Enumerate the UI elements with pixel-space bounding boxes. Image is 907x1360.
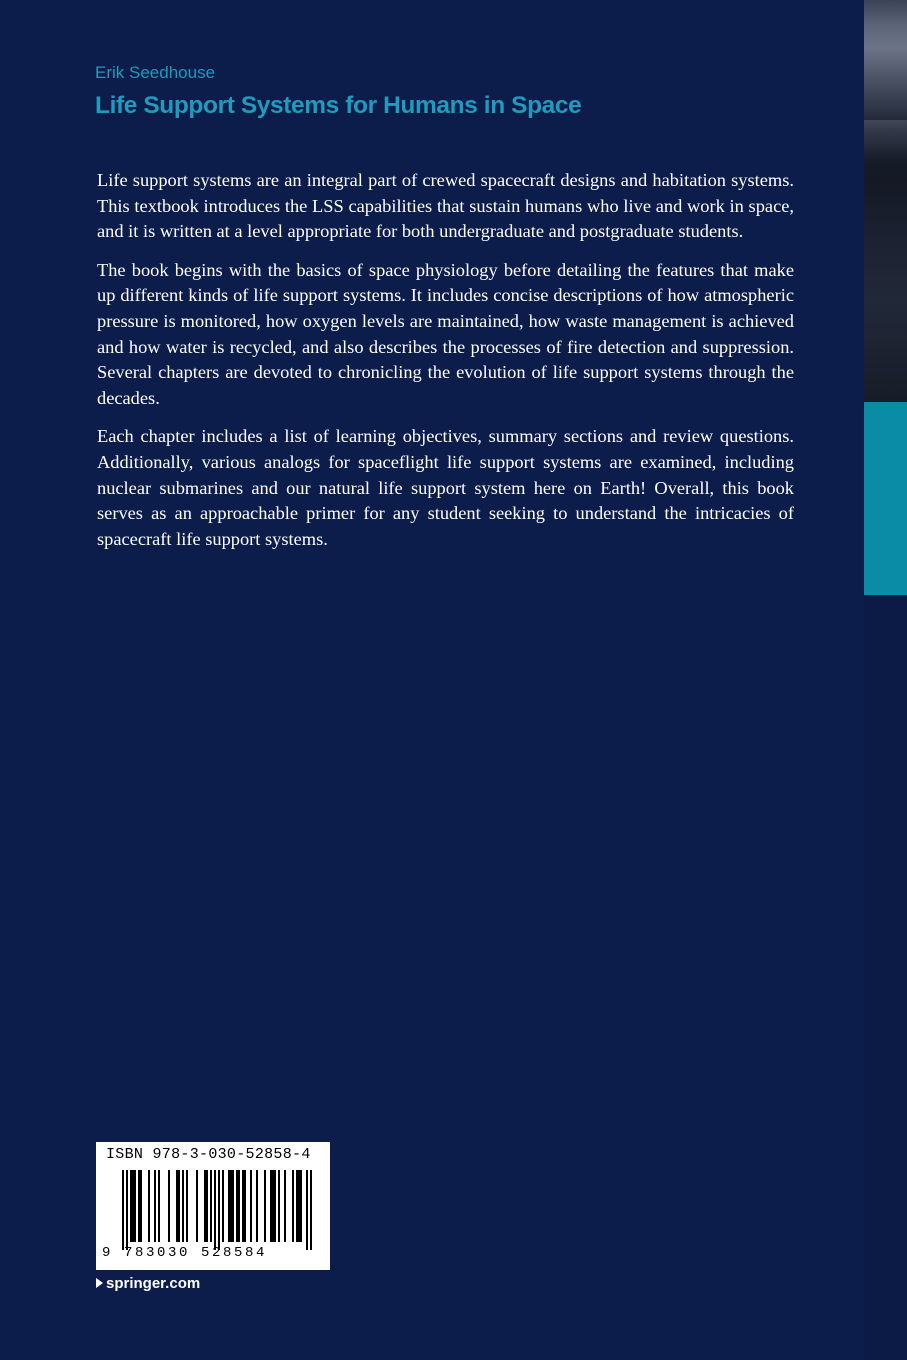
barcode-bar — [140, 1170, 142, 1242]
spine-accent-band — [864, 402, 907, 595]
spine-dark-band — [864, 595, 907, 1360]
barcode-bar — [204, 1170, 206, 1242]
ean-digits: 9 783030 528584 — [102, 1245, 268, 1261]
barcode-bar — [214, 1170, 216, 1250]
barcode-bar — [306, 1170, 308, 1250]
book-description — [97, 168, 794, 565]
isbn-number: ISBN 978-3-030-52858-4 — [106, 1146, 311, 1163]
barcode-bar — [176, 1170, 178, 1242]
spine-photo-strip — [864, 0, 907, 402]
barcode-bar — [270, 1170, 272, 1242]
barcode-bar — [264, 1170, 266, 1242]
barcode-bar — [182, 1170, 184, 1242]
barcode-label — [96, 1142, 330, 1270]
arrow-right-icon — [96, 1278, 103, 1288]
author-name: Erik Seedhouse — [95, 63, 216, 82]
barcode-bar — [278, 1170, 280, 1242]
barcode-bar — [230, 1170, 232, 1242]
barcode-bar — [130, 1170, 132, 1242]
barcode-bar — [210, 1170, 212, 1242]
barcode-bar — [158, 1170, 160, 1242]
barcode-bar — [232, 1170, 234, 1242]
description-paragraph: Life support systems are an integral part of crewed spacecraft designs and habitation systems. This textbook introduces the LSS capabilities that sustain humans who live and work in space, and it is written at a level appropriate for both undergraduate and postgraduate students. — [97, 170, 794, 242]
barcode-bar — [138, 1170, 140, 1242]
barcode-bar — [244, 1170, 246, 1242]
publisher-link[interactable] — [96, 1275, 200, 1292]
barcode-bar — [196, 1170, 198, 1242]
barcode-bar — [168, 1170, 170, 1242]
barcode-bar — [250, 1170, 252, 1242]
barcode-bar — [186, 1170, 188, 1242]
barcode-bar — [122, 1170, 124, 1250]
barcode-bar — [284, 1170, 286, 1242]
publisher-url: springer.com — [106, 1275, 201, 1292]
barcode-bar — [274, 1170, 276, 1242]
barcode-bar — [242, 1170, 244, 1242]
description-paragraph: The book begins with the basics of space physiology before detailing the features that make up different kinds of life support systems. It includes concise descriptions of how atmospheric pressure is monitored, how oxygen levels are maintained, how waste management is achieved and how water is recycled, and also describes the processes of fire detection and suppression. Several chapters are devoted to chronicling the evolution of life support systems through the decades. — [97, 259, 794, 408]
barcode-bar — [228, 1170, 230, 1242]
barcode-bar — [292, 1170, 294, 1242]
barcode-bar — [256, 1170, 258, 1242]
barcode-bar — [218, 1170, 220, 1250]
barcode-bar — [238, 1170, 240, 1242]
barcode-bar — [132, 1170, 134, 1242]
barcode-bar — [310, 1170, 312, 1250]
barcode-bar — [134, 1170, 136, 1242]
barcode-bar — [178, 1170, 180, 1242]
barcode-bar — [148, 1170, 150, 1242]
book-title: Life Support Systems for Humans in Space — [95, 92, 582, 119]
barcode-bar — [206, 1170, 208, 1242]
description-paragraph: Each chapter includes a list of learning objectives, summary sections and review questions. Additionally, various analogs for spaceflight life support systems are examined, including nuclear submarines and our natural life support system here on Earth! Overall, this book serves as an approachable primer for any student seeking to understand the intricacies of spacecraft life support systems. — [97, 426, 794, 549]
barcode-bar — [300, 1170, 302, 1242]
barcode-bar — [298, 1170, 300, 1242]
barcode-bar — [222, 1170, 224, 1242]
barcode-bar — [272, 1170, 274, 1242]
barcode-bar — [154, 1170, 156, 1242]
barcode-bar — [236, 1170, 238, 1242]
barcode-bar — [126, 1170, 128, 1250]
barcode-bar — [296, 1170, 298, 1242]
